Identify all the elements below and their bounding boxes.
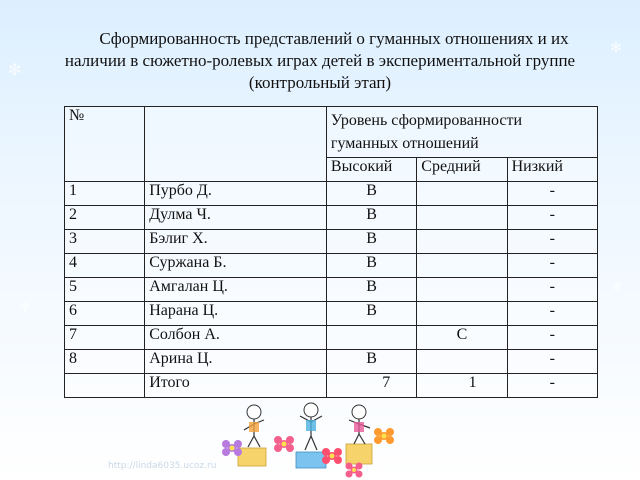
table-row (65, 182, 598, 206)
cell-total-high: 7 (326, 374, 416, 398)
cell-name: Бэлиг Х. (145, 230, 327, 254)
table-row (65, 230, 598, 254)
cell-low: - (507, 350, 597, 374)
cell-low: - (507, 302, 597, 326)
cell-name: Амгалан Ц. (145, 278, 327, 302)
cell-number: 1 (65, 182, 145, 206)
cell-number: 2 (65, 206, 145, 230)
title-line-1: Сформированность представлений о гуманных отношениях и их (99, 29, 569, 48)
cell-mid: С (417, 326, 507, 350)
cell-mid (417, 278, 507, 302)
cell-low: - (507, 206, 597, 230)
cell-high (326, 326, 416, 350)
cell-total-low: - (507, 374, 597, 398)
table-row (65, 278, 598, 302)
children-flowers-illustration-icon (218, 400, 398, 480)
cell-total-mid: 1 (417, 374, 507, 398)
cell-number: 8 (65, 350, 145, 374)
results-table (64, 106, 598, 398)
snowflake-icon: ✻ (30, 420, 39, 431)
cell-low: - (507, 326, 597, 350)
cell-high: В (326, 254, 416, 278)
snowflake-icon: ✻ (610, 40, 622, 56)
cell-low: - (507, 254, 597, 278)
snowflake-icon: ✻ (8, 60, 22, 79)
table-row (65, 350, 598, 374)
cell-high: В (326, 230, 416, 254)
header-level-line-1: Уровень сформированности (330, 112, 522, 129)
cell-mid (417, 206, 507, 230)
cell-low: - (507, 230, 597, 254)
header-level (326, 107, 597, 158)
cell-mid (417, 350, 507, 374)
cell-name: Суржана Б. (145, 254, 327, 278)
cell-name: Дулма Ч. (145, 206, 327, 230)
cell-number (65, 374, 145, 398)
slide-title (20, 28, 620, 94)
cell-low: - (507, 182, 597, 206)
cell-name: Арина Ц. (145, 350, 327, 374)
cell-low: - (507, 278, 597, 302)
header-number: № (65, 107, 145, 182)
cell-name: Пурбо Д. (145, 182, 327, 206)
cell-mid (417, 302, 507, 326)
watermark: http://linda6035.ucoz.ru (108, 461, 217, 471)
table-row (65, 326, 598, 350)
cell-name: Нарана Ц. (145, 302, 327, 326)
cell-name: Солбон А. (145, 326, 327, 350)
table-row (65, 206, 598, 230)
header-level-line-2: гуманных отношений (330, 135, 479, 152)
title-line-2: наличии в сюжетно-ролевых играх детей в экспериментальной группе (64, 51, 576, 70)
snowflake-icon: ✻ (20, 300, 31, 314)
title-line-3: (контрольный этап) (248, 73, 392, 92)
cell-mid (417, 254, 507, 278)
header-name (145, 107, 327, 182)
cell-number: 4 (65, 254, 145, 278)
cell-high: В (326, 302, 416, 326)
cell-mid (417, 182, 507, 206)
cell-high: В (326, 278, 416, 302)
header-mid: Средний (417, 158, 507, 182)
cell-mid (417, 230, 507, 254)
cell-number: 7 (65, 326, 145, 350)
cell-high: В (326, 350, 416, 374)
snowflake-icon: ✻ (612, 280, 623, 294)
header-high: Высокий (326, 158, 416, 182)
cell-number: 6 (65, 302, 145, 326)
cell-total-label: Итого (145, 374, 327, 398)
table-row (65, 302, 598, 326)
table-header-row (65, 107, 598, 158)
cell-number: 5 (65, 278, 145, 302)
table-total-row (65, 374, 598, 398)
cell-number: 3 (65, 230, 145, 254)
cell-high: В (326, 182, 416, 206)
cell-high: В (326, 206, 416, 230)
table-row (65, 254, 598, 278)
header-low: Низкий (507, 158, 597, 182)
